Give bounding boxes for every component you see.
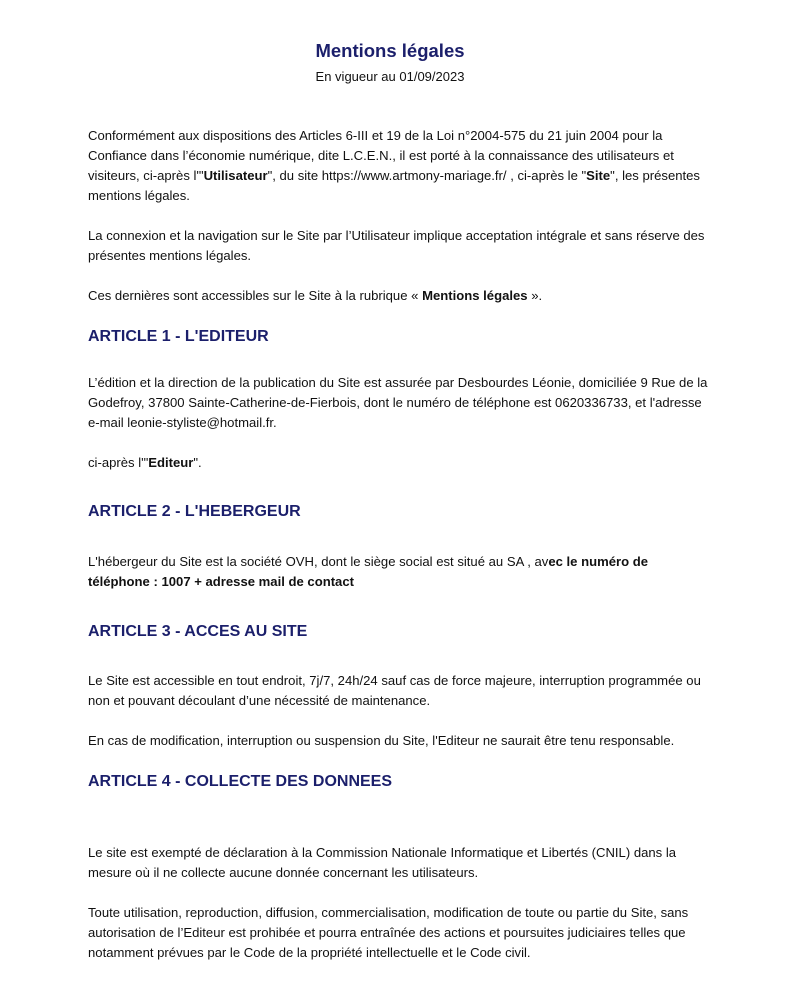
intro-paragraph-1 <box>88 126 708 206</box>
article-2-heading: ARTICLE 2 - L'HEBERGEUR <box>88 503 301 520</box>
intro-paragraph-3 <box>88 286 708 306</box>
intro-bold-site: Site <box>586 168 611 183</box>
intro-paragraph-2: La connexion et la navigation sur le Site par l’Utilisateur implique acceptation intégrale et sans réserve des présentes mentions légales. <box>88 228 705 263</box>
article-1-heading: ARTICLE 1 - L'EDITEUR <box>88 328 269 345</box>
article-1-paragraph-1: L’édition et la direction de la publication du Site est assurée par Desbourdes Léonie, domiciliée 9 Rue de la Godefroy, 37800 Sainte-Catherine-de-Fierbois, dont le numéro de téléphone est 0620336733, et l'adresse e-mail leonie-styliste@hotmail.fr. <box>88 375 708 430</box>
article-4-heading: ARTICLE 4 - COLLECTE DES DONNEES <box>88 773 393 790</box>
article-1-text: ci-après l'" <box>88 455 149 470</box>
intro-text: Ces dernières sont accessibles sur le Site à la rubrique « <box>88 288 423 303</box>
intro-bold-mentions: Mentions légales <box>422 288 528 303</box>
intro-text: Conformément aux dispositions des Articles 6-III et 19 de la Loi n°2004-575 du 21 juin 2004 pour la Confiance dans l’économie numérique, dite L.C.E.N., il est porté à la connaissance des utilisateurs et visiteurs, ci-après l'" <box>88 128 674 183</box>
intro-text: ", les présentes mentions légales. <box>88 168 700 203</box>
article-2-text: L'hébergeur du Site est la société OVH, dont le siège social est situé au SA , av <box>88 554 549 569</box>
intro-text: ", du site https://www.artmony-mariage.fr/ , ci-après le " <box>267 168 587 183</box>
article-1-text: ". <box>193 455 202 470</box>
intro-bold-utilisateur: Utilisateur <box>203 168 268 183</box>
article-1-paragraph-2 <box>88 453 708 473</box>
article-4-paragraph-1: Le site est exempté de déclaration à la Commission Nationale Informatique et Libertés (CNIL) dans la mesure où il ne collecte aucune donnée concernant les utilisateurs. <box>88 845 677 880</box>
article-2-bold-text: ec le numéro de téléphone : 1007 + adresse mail de contact <box>88 554 649 589</box>
article-2-paragraph-1 <box>88 552 708 592</box>
intro-text: ». <box>527 288 543 303</box>
article-4-paragraph-2: Toute utilisation, reproduction, diffusion, commercialisation, modification de toute ou partie du Site, sans autorisation de l’Editeur est prohibée et pourra entraînée des actions et poursuites judiciaires telles que notamment prévues par le Code de la propriété intellectuelle et le Code civil. <box>88 905 689 960</box>
article-1-bold-editeur: Editeur <box>148 455 194 470</box>
page-title: Mentions légales <box>315 40 465 61</box>
effective-date: En vigueur au 01/09/2023 <box>315 69 465 84</box>
article-3-paragraph-2: En cas de modification, interruption ou suspension du Site, l'Editeur ne saurait être tenu responsable. <box>88 733 675 748</box>
article-3-heading: ARTICLE 3 - ACCES AU SITE <box>88 623 308 640</box>
article-3-paragraph-1: Le Site est accessible en tout endroit, 7j/7, 24h/24 sauf cas de force majeure, interruption programmée ou non et pouvant découlant d’une nécessité de maintenance. <box>88 673 701 708</box>
